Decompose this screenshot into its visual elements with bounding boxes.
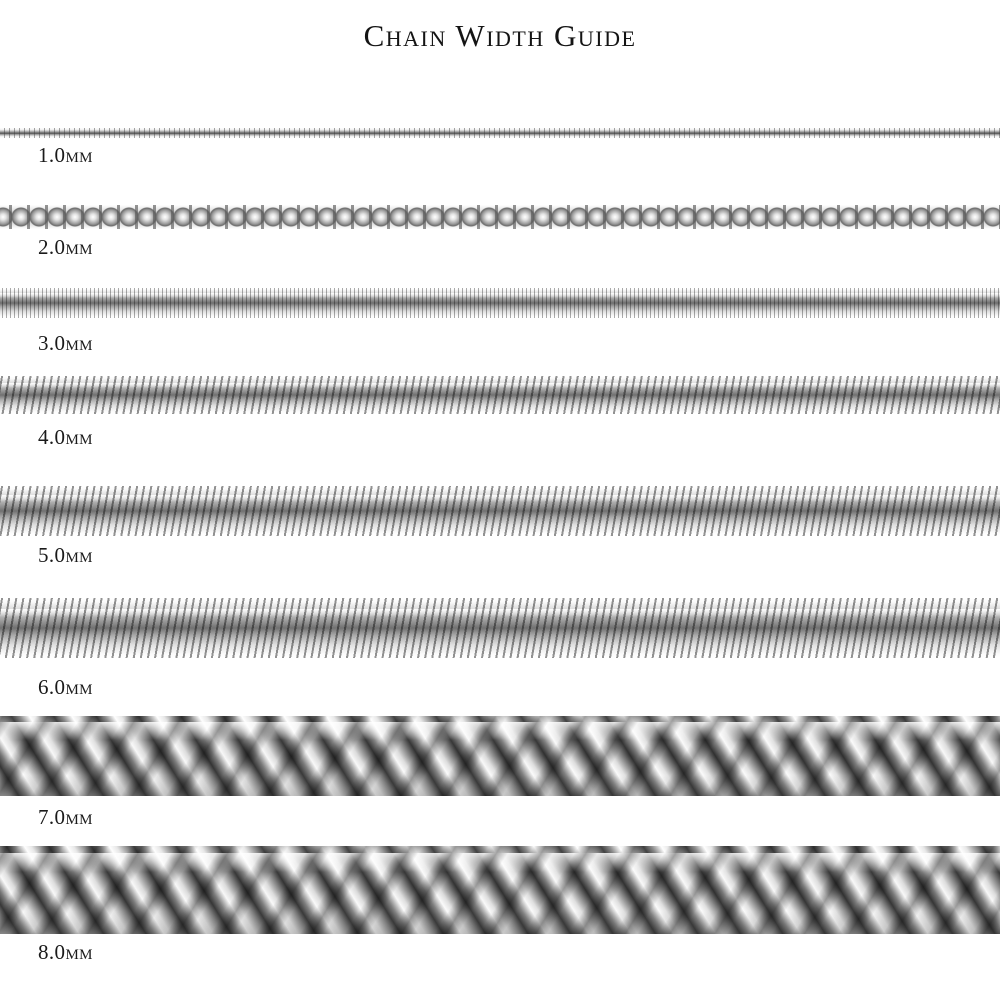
chain-swatch-3 bbox=[0, 288, 1000, 318]
page-title: Chain Width Guide bbox=[363, 18, 637, 53]
chain-swatch-8 bbox=[0, 846, 1000, 934]
chain-label: 8.0mm bbox=[38, 940, 93, 964]
chain-label: 7.0mm bbox=[38, 805, 93, 829]
chain-label: 2.0mm bbox=[38, 235, 93, 259]
chain-label: 3.0mm bbox=[38, 331, 93, 355]
chain-swatch-7 bbox=[0, 716, 1000, 796]
chain-label: 5.0mm bbox=[38, 543, 93, 567]
chain-label: 1.0mm bbox=[38, 143, 93, 167]
chain-swatch-4 bbox=[0, 376, 1000, 414]
chain-swatch-1 bbox=[0, 128, 1000, 138]
chain-label: 4.0mm bbox=[38, 425, 93, 449]
chain-swatch-2 bbox=[0, 205, 1000, 229]
chain-swatch-6 bbox=[0, 598, 1000, 658]
chain-label: 6.0mm bbox=[38, 675, 93, 699]
chain-swatch-5 bbox=[0, 486, 1000, 536]
